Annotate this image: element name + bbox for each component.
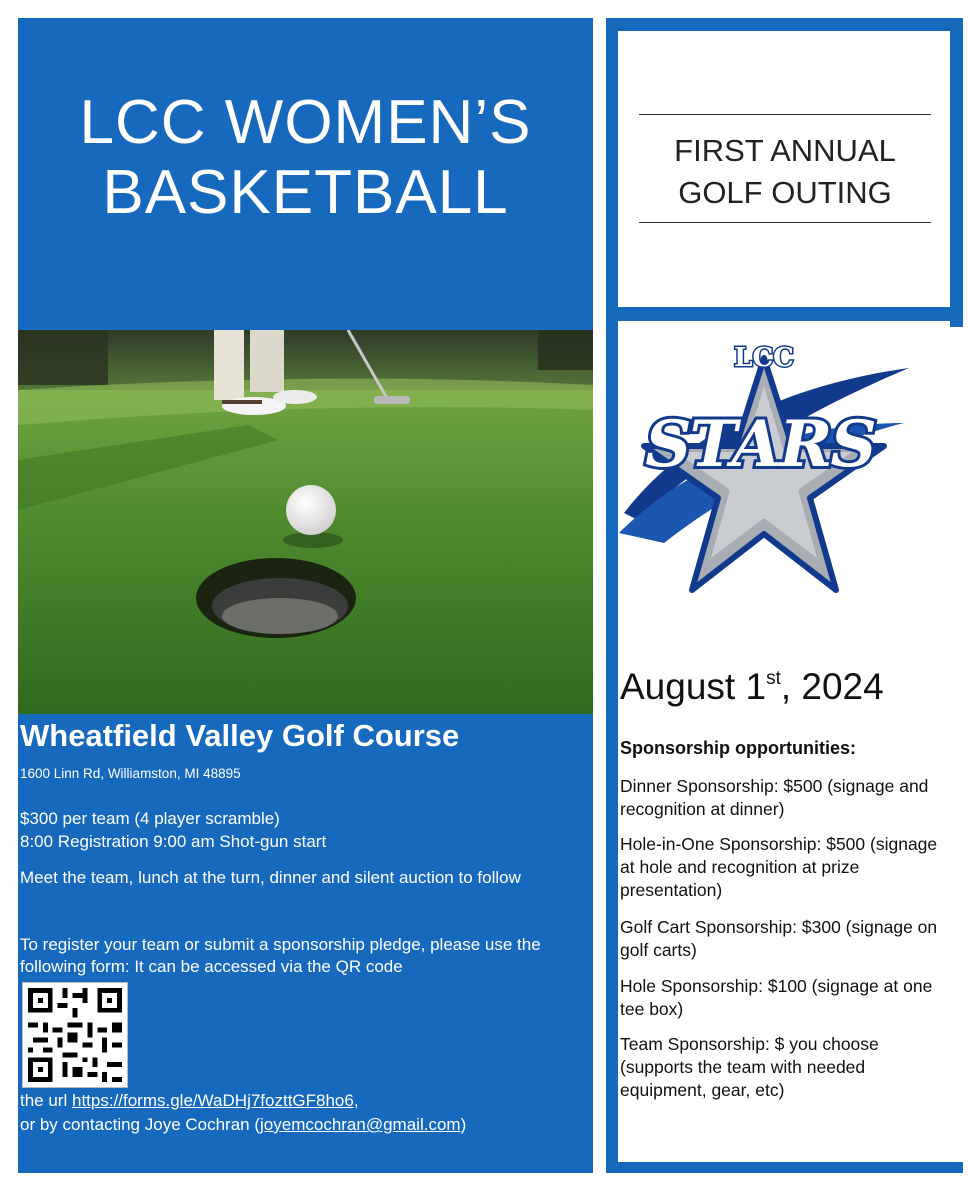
meet-text: Meet the team, lunch at the turn, dinner and silent auction to follow (20, 868, 521, 887)
right-frame-corner (950, 1162, 963, 1173)
sponsorship-item-golf-cart: Golf Cart Sponsorship: $300 (signage on golf carts) (620, 917, 938, 960)
contact-line (20, 1114, 575, 1136)
star-logo-graphic (614, 328, 914, 618)
sponsorship-item-hole-in-one: Hole-in-One Sponsorship: $500 (signage at hole and recognition at prize presentation) (620, 834, 938, 900)
price-text: $300 per team (4 player scramble) (20, 809, 280, 828)
date-month-day: August 1 (620, 666, 767, 707)
logo-text-main: STARS (645, 407, 875, 482)
venue-name: Wheatfield Valley Golf Course (20, 718, 460, 753)
sponsorship-item-team: Team Sponsorship: $ you choose (supports the team with needed equipment, gear, etc) (620, 1034, 879, 1100)
url-suffix: , (353, 1091, 359, 1110)
event-title-line-1: FIRST ANNUAL (674, 133, 896, 168)
title-line-2: BASKETBALL (102, 158, 509, 227)
date-year: , 2024 (780, 666, 884, 707)
schedule-text: 8:00 Registration 9:00 am Shot-gun start (20, 832, 327, 851)
contact-prefix: or by contacting Joye Cochran ( (20, 1115, 261, 1134)
right-frame-edge-mid (950, 307, 963, 327)
contact-suffix: ) (460, 1115, 467, 1134)
qr-code-graphic (23, 983, 127, 1087)
event-title-line-2: GOLF OUTING (678, 175, 892, 210)
page-title (18, 88, 593, 228)
golf-ball-hole-illustration (18, 330, 593, 714)
right-frame-top (606, 18, 950, 31)
right-frame-edge (950, 18, 963, 308)
register-text: To register your team or submit a sponsorship pledge, please use the following form: It can be accessed via the QR code (20, 935, 541, 976)
contact-email-link[interactable]: joyemcochran@gmail.com (260, 1115, 461, 1134)
event-title (635, 130, 935, 214)
venue-address: 1600 Linn Rd, Williamston, MI 48895 (20, 766, 241, 781)
flyer-left-panel (18, 18, 593, 1173)
date-suffix: st (766, 668, 781, 689)
event-title-rule-top (639, 114, 931, 115)
registration-form-link[interactable]: https://forms.gle/WaDHj7fozttGF8ho6 (71, 1091, 354, 1110)
title-line-1: LCC WOMEN’S (79, 88, 532, 157)
event-date (620, 666, 884, 708)
right-frame-bottom (606, 1162, 950, 1173)
sponsorship-item-dinner: Dinner Sponsorship: $500 (signage and recognition at dinner) (620, 776, 929, 819)
lcc-stars-logo (614, 328, 914, 618)
golf-photo (18, 330, 593, 714)
right-frame-divider (606, 307, 950, 321)
sponsorship-heading: Sponsorship opportunities: (620, 738, 856, 758)
logo-text-top: LCC (734, 343, 794, 373)
sponsorship-item-hole: Hole Sponsorship: $100 (signage at one tee box) (620, 976, 933, 1019)
url-line (20, 1090, 575, 1112)
url-prefix: the url (20, 1091, 72, 1110)
event-title-rule-bottom (639, 222, 931, 223)
qr-code[interactable] (22, 982, 128, 1088)
